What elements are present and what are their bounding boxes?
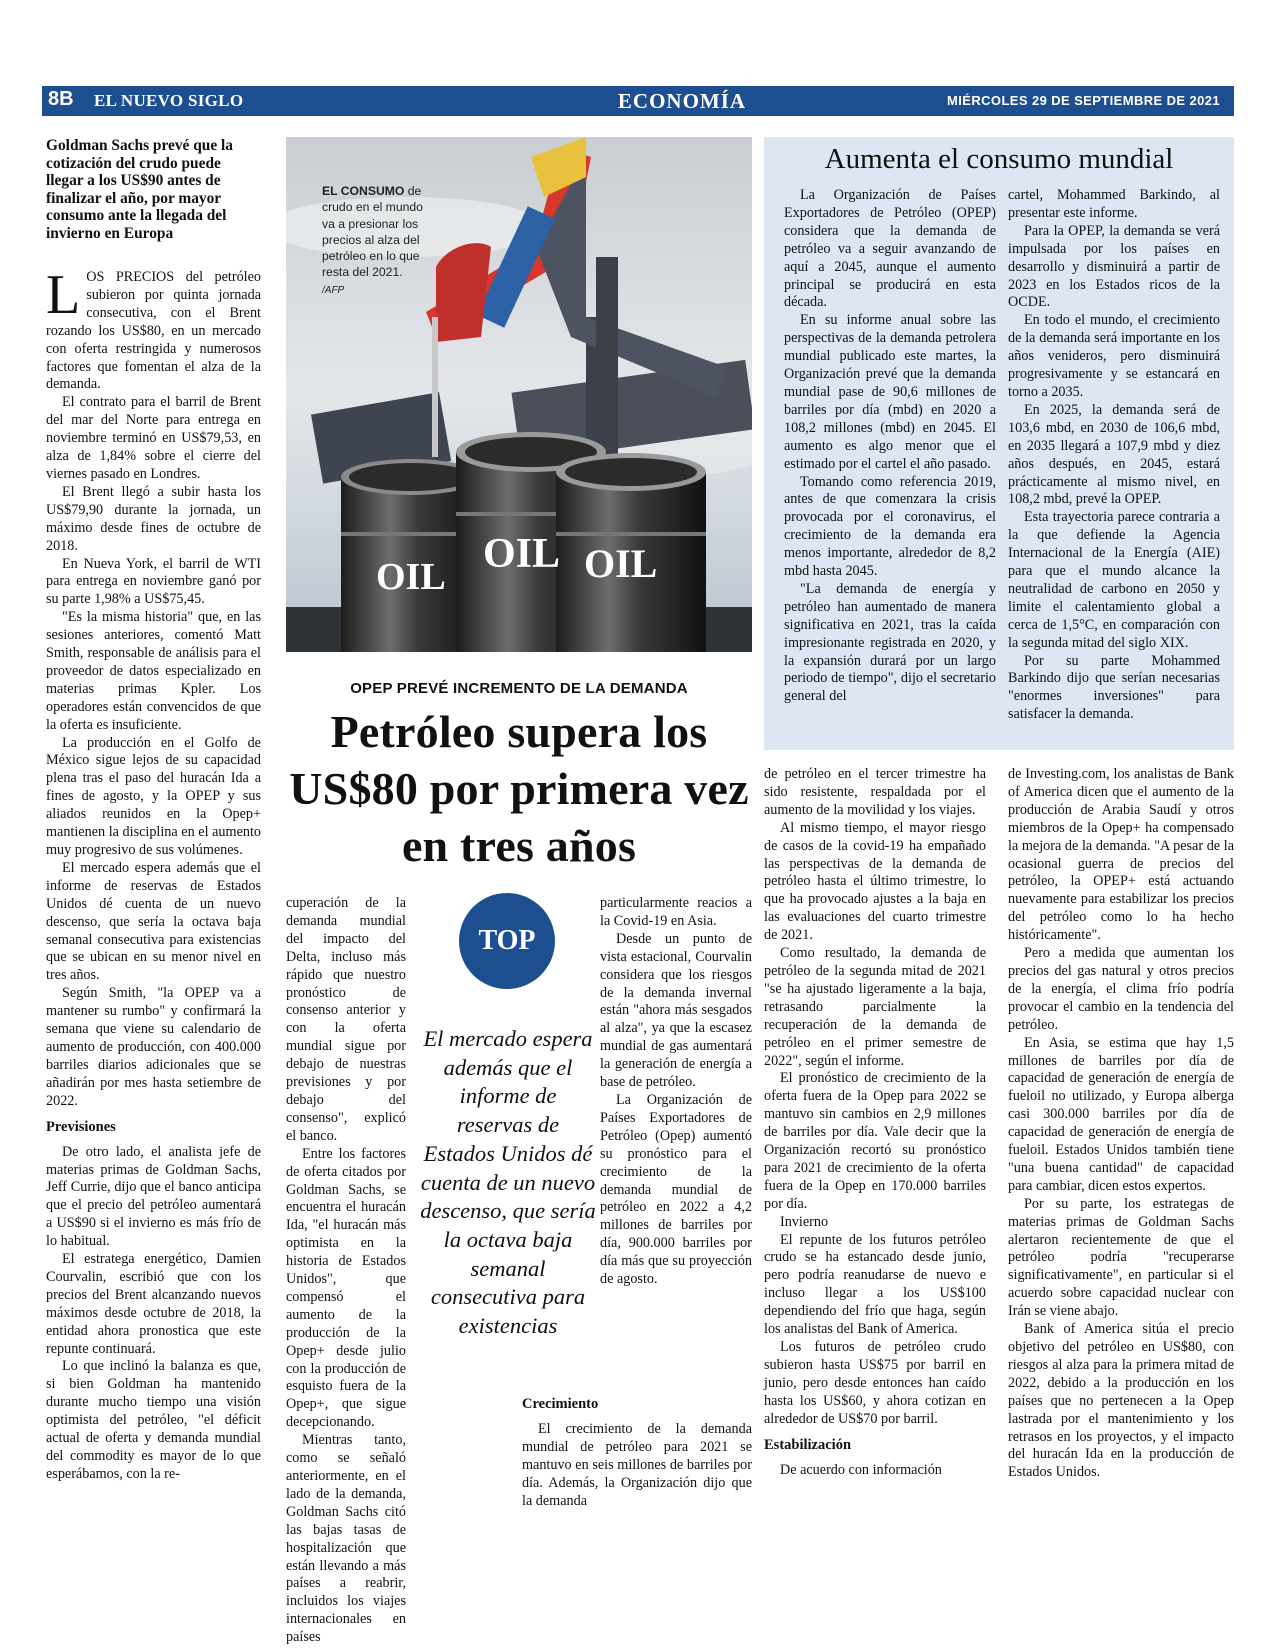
article-paragraph: De otro lado, el analista jefe de materias primas de Goldman Sachs, Jeff Currie, dijo que el banco anticipa que el precio del petróleo aumentará a US$90 si el invierno es más frío de lo habitual. xyxy=(46,1143,261,1250)
article-paragraph: cuperación de la demanda mundial del impacto del Delta, incluso más rápido que nuestro pronóstico de consenso anterior y con la oferta mundial sigue por debajo de nuestras previsiones y por debajo del consenso", explicó el banco. xyxy=(286,895,406,1144)
article-paragraph: La Organización de Países Exportadores de Petróleo (Opep) aumentó su pronóstico para el crecimiento de la demanda mundial de petróleo en 2022 a 4,2 millones de barriles por día, 900.000 barriles por día más que su proyección de agosto. xyxy=(600,1091,752,1288)
article-column-3 xyxy=(600,895,752,1289)
barrel-label-left: OIL xyxy=(376,556,446,598)
kicker: OPEP PREVÉ INCREMENTO DE LA DEMANDA xyxy=(350,680,688,697)
caption-lead: EL CONSUMO xyxy=(322,184,405,198)
article-paragraph: Desde un punto de vista estacional, Courvalin considera que los riesgos de la demanda invernal están "ahora más sesgados al alza", ya que la escasez mundial de gas aumentará la generación de energía a base de petróleo. xyxy=(600,930,752,1091)
article-paragraph: El Brent llegó a subir hasta los US$79,90 durante la jornada, un máximo desde fines de octubre de 2018. xyxy=(46,483,261,554)
subheading: Crecimiento xyxy=(522,1396,599,1412)
top-badge: TOP xyxy=(459,893,555,989)
article-paragraph: Por su parte, los estrategas de materias primas de Goldman Sachs alertaron recientemente de que el petróleo podría "recuperarse significativamente", en particular si el acuerdo sobre capacidad nuclear con Irán se viene abajo. xyxy=(1008,1195,1234,1320)
article-paragraph: Los futuros de petróleo crudo subieron hasta US$75 por barril en junio, pero desde entonces han caído hasta los US$60, y ahora cotizan en alrededor de US$70 por barril. xyxy=(764,1339,986,1427)
sidebar-paragraph: Por su parte Mohammed Barkindo dijo que serían necesarias "enormes inversiones" para satisfacer la demanda. xyxy=(1008,652,1220,723)
article-paragraph: El crecimiento de la demanda mundial de petróleo para 2021 se mantuvo en seis millones de barriles por día. Además, la Organización dijo que la demanda xyxy=(522,1421,752,1509)
article-paragraph: de petróleo en el tercer trimestre ha sido resistente, respaldada por el aumento de la movilidad y los viajes. xyxy=(764,766,986,818)
article-paragraph xyxy=(46,264,261,394)
sidebar-column-2 xyxy=(1008,187,1220,724)
article-paragraph: En Asia, se estima que hay 1,5 millones de barriles por día de capacidad de generación de energía de fueloil no utilizado, y Europa alberga casi 300.000 barriles por día de capacidad de generación de energía de fueloil. Estados Unidos también tiene "una buena cantidad" de capacidad para cambiar, dicen estos expertos. xyxy=(1008,1034,1234,1194)
photo-credit: /AFP xyxy=(322,284,345,296)
paragraph-text: OS PRECIOS del petróleo subieron por quinta jornada consecutiva, con el Brent rozando los US$80, en un mercado con oferta restringida y numerosos factores que fomentan el alza de la demanda. xyxy=(46,269,261,393)
article-column-3-bottom xyxy=(522,1388,752,1511)
article-paragraph: El mercado espera además que el informe de reservas de Estados Unidos dé cuenta de un nuevo descenso, que sería la octava baja semanal consecutiva para existencias que se ubican en su menor nivel en tres años. xyxy=(46,859,261,984)
sidebar-column-1 xyxy=(784,187,996,706)
article-paragraph: Mientras tanto, como se señaló anteriormente, en el lado de la demanda, Goldman Sachs citó las bajas tasas de hospitalización que están llevando a más países a reabrir, incluidos los viajes internacionales en países xyxy=(286,1432,406,1646)
article-paragraph: El repunte de los futuros petróleo crudo se ha estancado desde junio, pero podría reanudarse de nuevo e incluso llegar a los US$100 dependiendo del frío que haga, según los analistas del Bank of America. xyxy=(764,1231,986,1338)
section-header-bar xyxy=(42,86,1234,116)
article-paragraph: "Es la misma historia" que, en las sesiones anteriores, comentó Matt Smith, responsable de análisis para el proveedor de datos especializado en materias primas Kpler. Los operadores están convencidos de que la oferta es insuficiente. xyxy=(46,609,261,733)
subheading: Estabilización xyxy=(764,1436,852,1453)
article-column-4 xyxy=(764,766,986,1479)
article-column-5 xyxy=(1008,766,1234,1482)
subheading: Previsiones xyxy=(46,1118,116,1135)
sidebar-paragraph: En su informe anual sobre las perspectivas de la demanda petrolera mundial publicado este martes, la Organización prevé que la demanda mundial pase de 90,6 millones de barriles por día (mbd) en 2020 a 108,2 millones (mbd) en 2045. El aumento es algo menor que el estimado por el cartel el año pasado. xyxy=(784,312,996,472)
sidebar-paragraph: En todo el mundo, el crecimiento de la demanda será importante en los años venideros, pero disminuirá progresivamente y se estancará en torno a 2035. xyxy=(1008,312,1220,400)
barrel-label-right: OIL xyxy=(584,541,658,586)
sidebar-paragraph: cartel, Mohammed Barkindo, al presentar este informe. xyxy=(1008,187,1220,221)
sidebar-paragraph: Para la OPEP, la demanda se verá impulsada por los países en desarrollo y disminuirá a partir de 2023 en los Estados ricos de la OCDE. xyxy=(1008,222,1220,311)
issue-date: MIÉRCOLES 29 DE SEPTIEMBRE DE 2021 xyxy=(947,93,1220,108)
sidebar-paragraph: "La demanda de energía y petróleo han aumentado de manera significativa en 2021, tras la caída impresionante registrada en 2020, y la expansión durará por un largo periodo de tiempo", dijo el secretario general del xyxy=(784,580,996,705)
lead-deck: Goldman Sachs prevé que la cotización del crudo puede llegar a los US$90 antes de finalizar el año, por mayor consumo ante la llegada del invierno en Europa xyxy=(46,137,233,242)
photo-caption xyxy=(322,183,428,299)
sidebar-box xyxy=(764,137,1234,750)
article-paragraph: Según Smith, "la OPEP va a mantener su rumbo" y confirmará la semana que viene su calendario de aumento de producción, con 400.000 barriles diarios adicionales que se añadirán por mes hasta setiembre de 2022. xyxy=(46,985,261,1109)
article-paragraph: El estratega energético, Damien Courvalin, escribió que con los precios del Brent alcanzando nuevos máximos desde octubre de 2018, la entidad ahora pronostica que este repunte continuará. xyxy=(46,1251,261,1357)
sidebar-paragraph: La Organización de Países Exportadores de Petróleo (OPEP) considera que la demanda de petróleo va a seguir avanzando de aquí a 2045, aunque el aumento principal se producirá en esta década. xyxy=(784,187,996,311)
article-paragraph: Como resultado, la demanda de petróleo de la segunda mitad de 2021 "se ha ajustado ligeramente a la baja, retrasando parcialmente la recuperación de la demanda de petróleo en el primer semestre de 2022", según el informe. xyxy=(764,945,986,1069)
article-paragraph: El contrato para el barril de Brent del mar del Norte para entrega en noviembre terminó en US$79,53, en alza de 1,84% sobre el cierre del viernes pasado en Londres. xyxy=(46,394,261,482)
barrel-label-center: OIL xyxy=(483,531,561,577)
article-paragraph: Bank of America sitúa el precio objetivo del petróleo en US$80, con riesgos al alza para la primera mitad de 2022, debido a la producción en los países que no pertenecen a la Opep lastrada por el mantenimiento y los retrasos en los proyectos, y el impacto del huracán Ida en la producción de Estados Unidos. xyxy=(1008,1321,1234,1481)
pull-quote: El mercado espera además que el informe de reservas de Estados Unidos dé cuenta de un nuevo descenso, que sería la octava baja semanal consecutiva para existencias xyxy=(420,1026,596,1339)
sidebar-title: Aumenta el consumo mundial xyxy=(824,143,1174,175)
article-paragraph: El pronóstico de crecimiento de la oferta fuera de la Opep para 2022 se mantuvo sin cambios en 2,9 millones de barriles por día. Vale decir que la Organización recortó su pronóstico para 2021 de crecimiento de la oferta fuera de la Opep en 170.000 barriles por día. xyxy=(764,1070,986,1212)
article-paragraph: La producción en el Golfo de México sigue lejos de su capacidad plena tras el paso del huracán Ida a fines de agosto, y la OPEP y sus aliados reunidos en la Opep+ mantienen la disciplina en el aumento muy progresivo de sus volúmenes. xyxy=(46,734,261,858)
article-paragraph: De acuerdo con información xyxy=(780,1461,942,1478)
caption-text: de crudo en el mundo va a presionar los precios al alza del petróleo en lo que resta del 2021. xyxy=(322,184,423,280)
article-column-2 xyxy=(286,895,406,1647)
drop-cap: L xyxy=(46,264,81,326)
page-number: 8B xyxy=(48,88,74,110)
sidebar-paragraph: Tomando como referencia 2019, antes de que comenzara la crisis provocada por el coronavirus, el crecimiento de la demanda era menos importante, alrededor de 8,2 mbd hasta 2045. xyxy=(784,473,996,580)
article-paragraph: En Nueva York, el barril de WTI para entrega en noviembre ganó por su parte 1,98% a US$75,45. xyxy=(46,555,261,608)
article-column-1 xyxy=(46,264,261,1484)
article-paragraph: particularmente reacios a la Covid-19 en Asia. xyxy=(600,895,752,929)
headline: Petróleo supera los US$80 por primera vez en tres años xyxy=(289,706,749,871)
article-paragraph: de Investing.com, los analistas de Bank of America dicen que el aumento de la producción de Arabia Saudí y otros miembros de la Opep+ ha compensado la mejora de la demanda. "A pesar de la ocasional guerra de precios del petróleo, la OPEP+ está actuando nuevamente para estabilizar los precios del petróleo como lo ha hecho históricamente". xyxy=(1008,766,1234,944)
article-paragraph: Lo que inclinó la balanza es que, si bien Goldman ha mantenido durante mucho tiempo una visión optimista del petróleo, "el déficit actual de oferta y demanda mundial del commodity es mayor de lo que esperábamos, con la re- xyxy=(46,1358,261,1482)
article-paragraph: Pero a medida que aumentan los precios del gas natural y otros precios de la energía, el clima frío podría provocar el cambio en la tendencia del petróleo. xyxy=(1008,945,1234,1033)
publication-name: EL NUEVO SIGLO xyxy=(94,91,244,110)
article-paragraph: Al mismo tiempo, el mayor riesgo de casos de la covid-19 ha empañado las perspectivas de la demanda de petróleo hasta el último trimestre, lo que ha provocado ajustes a la baja en las evaluaciones del cuarto trimestre de 2021. xyxy=(764,819,986,944)
sidebar-paragraph: En 2025, la demanda será de 103,6 mbd, en 2030 de 106,6 mbd, en 2035 llegará a 107,9 mbd y diez años después, en 2045, estará prácticamente al mismo nivel, en 108,2 mbd, prevé la OPEP. xyxy=(1008,401,1220,508)
sidebar-paragraph: Esta trayectoria parece contraria a la que defiende la Agencia Internacional de la Energía (AIE) para que el mundo alcance la neutralidad de carbono en 2050 y limite el calentamiento global a cerca de 1,5°C, en comparación con la segunda mitad del siglo XIX. xyxy=(1008,509,1220,651)
article-paragraph: Invierno xyxy=(780,1213,829,1230)
article-paragraph: Entre los factores de oferta citados por Goldman Sachs, se encuentra el huracán Ida, "el huracán más optimista en la historia de Estados Unidos", que compensó el aumento de la producción de la Opep+ desde julio con la producción de esquisto fuera de la Opep+, que sigue decepcionando. xyxy=(286,1145,406,1431)
section-name: ECONOMÍA xyxy=(617,89,747,113)
